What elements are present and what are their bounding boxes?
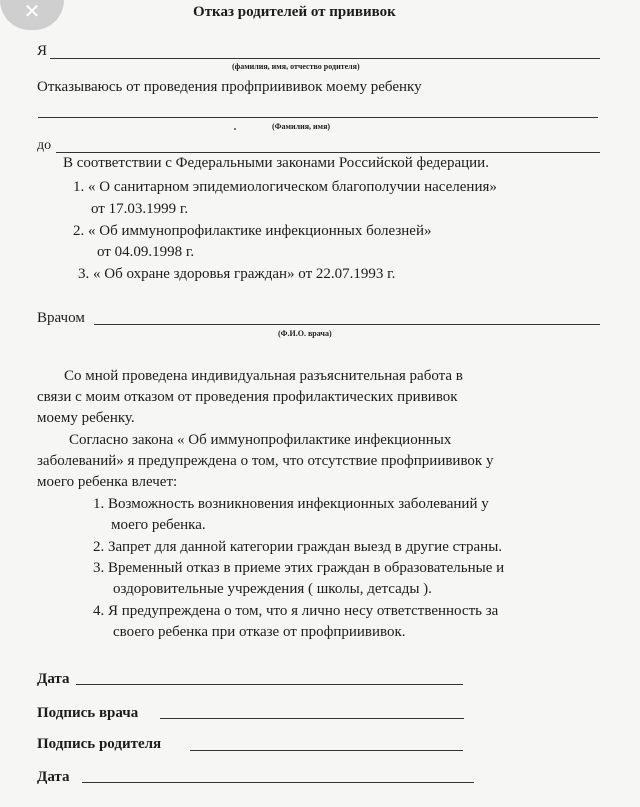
para2-line1: Согласно закона « Об иммунопрофилактике инфекционных [69, 432, 452, 448]
do-line [56, 152, 600, 153]
document-title: Отказ родителей от прививок [193, 4, 396, 20]
doctor-name-line [94, 324, 600, 325]
parent-name-line [50, 58, 600, 59]
consequence-3: 3. Временный отказ в приеме этих граждан в образовательные и [93, 560, 505, 576]
law-2-line1: 2. « Об иммунопрофилактике инфекционных болезней» [73, 223, 432, 239]
basis-text: В соответствии с Федеральными законами Российской федерации. [63, 155, 489, 171]
para1-line1: Со мной проведена индивидуальная разъяснительная работа в [64, 368, 463, 384]
ya-label: Я [37, 43, 48, 59]
consequence-2: 2. Запрет для данной категории граждан выезд в другие страны. [93, 539, 503, 555]
parent-name-caption: (фамилия, имя, отчество родителя) [232, 62, 360, 71]
law-3-line1: 3. « Об охране здоровья граждан» от 22.07.1993 г. [78, 266, 396, 282]
do-label: до [37, 138, 52, 153]
doctor-label: Врачом [37, 310, 85, 326]
date-label-2: Дата [37, 769, 70, 785]
child-name-caption: (Фамилия, имя) [272, 122, 331, 131]
close-button[interactable] [0, 0, 64, 30]
scan-speck [234, 128, 236, 130]
consequence-1-cont: моего ребенка. [111, 517, 206, 533]
date-line-1 [76, 684, 463, 685]
date-line-2 [82, 782, 474, 783]
refuse-text: Отказываюсь от проведения профприививок моему ребенку [37, 79, 422, 95]
doctor-signature-line [160, 718, 464, 719]
law-1-line1: 1. « О санитарном эпидемиологическом благополучии населения» [73, 179, 497, 195]
consequence-4: 4. Я предупреждена о том, что я лично несу ответственность за [93, 603, 499, 619]
para1-line3: моему ребенку. [37, 410, 135, 426]
close-icon: ✕ [23, 0, 41, 23]
para2-line3: моего ребенка влечет: [37, 474, 178, 490]
child-name-line [38, 117, 598, 118]
consequence-1: 1. Возможность возникновения инфекционных заболеваний у [93, 496, 489, 512]
para2-line2: заболеваний» я предупреждена о том, что отсутствие профприививок у [37, 453, 494, 469]
law-1-line2: от 17.03.1999 г. [91, 201, 189, 217]
consequence-4-cont: своего ребенка при отказе от профприививок. [113, 624, 406, 640]
parent-signature-line [190, 750, 463, 751]
parent-signature-label: Подпись родителя [37, 736, 162, 752]
doctor-name-caption: (Ф.И.О. врача) [278, 329, 332, 338]
date-label-1: Дата [37, 671, 70, 687]
consequence-3-cont: оздоровительные учреждения ( школы, детсады ). [113, 581, 432, 597]
para1-line2: связи с моим отказом от проведения профилактических прививок [37, 389, 458, 405]
doctor-signature-label: Подпись врача [37, 705, 139, 721]
law-2-line2: от 04.09.1998 г. [97, 244, 195, 260]
